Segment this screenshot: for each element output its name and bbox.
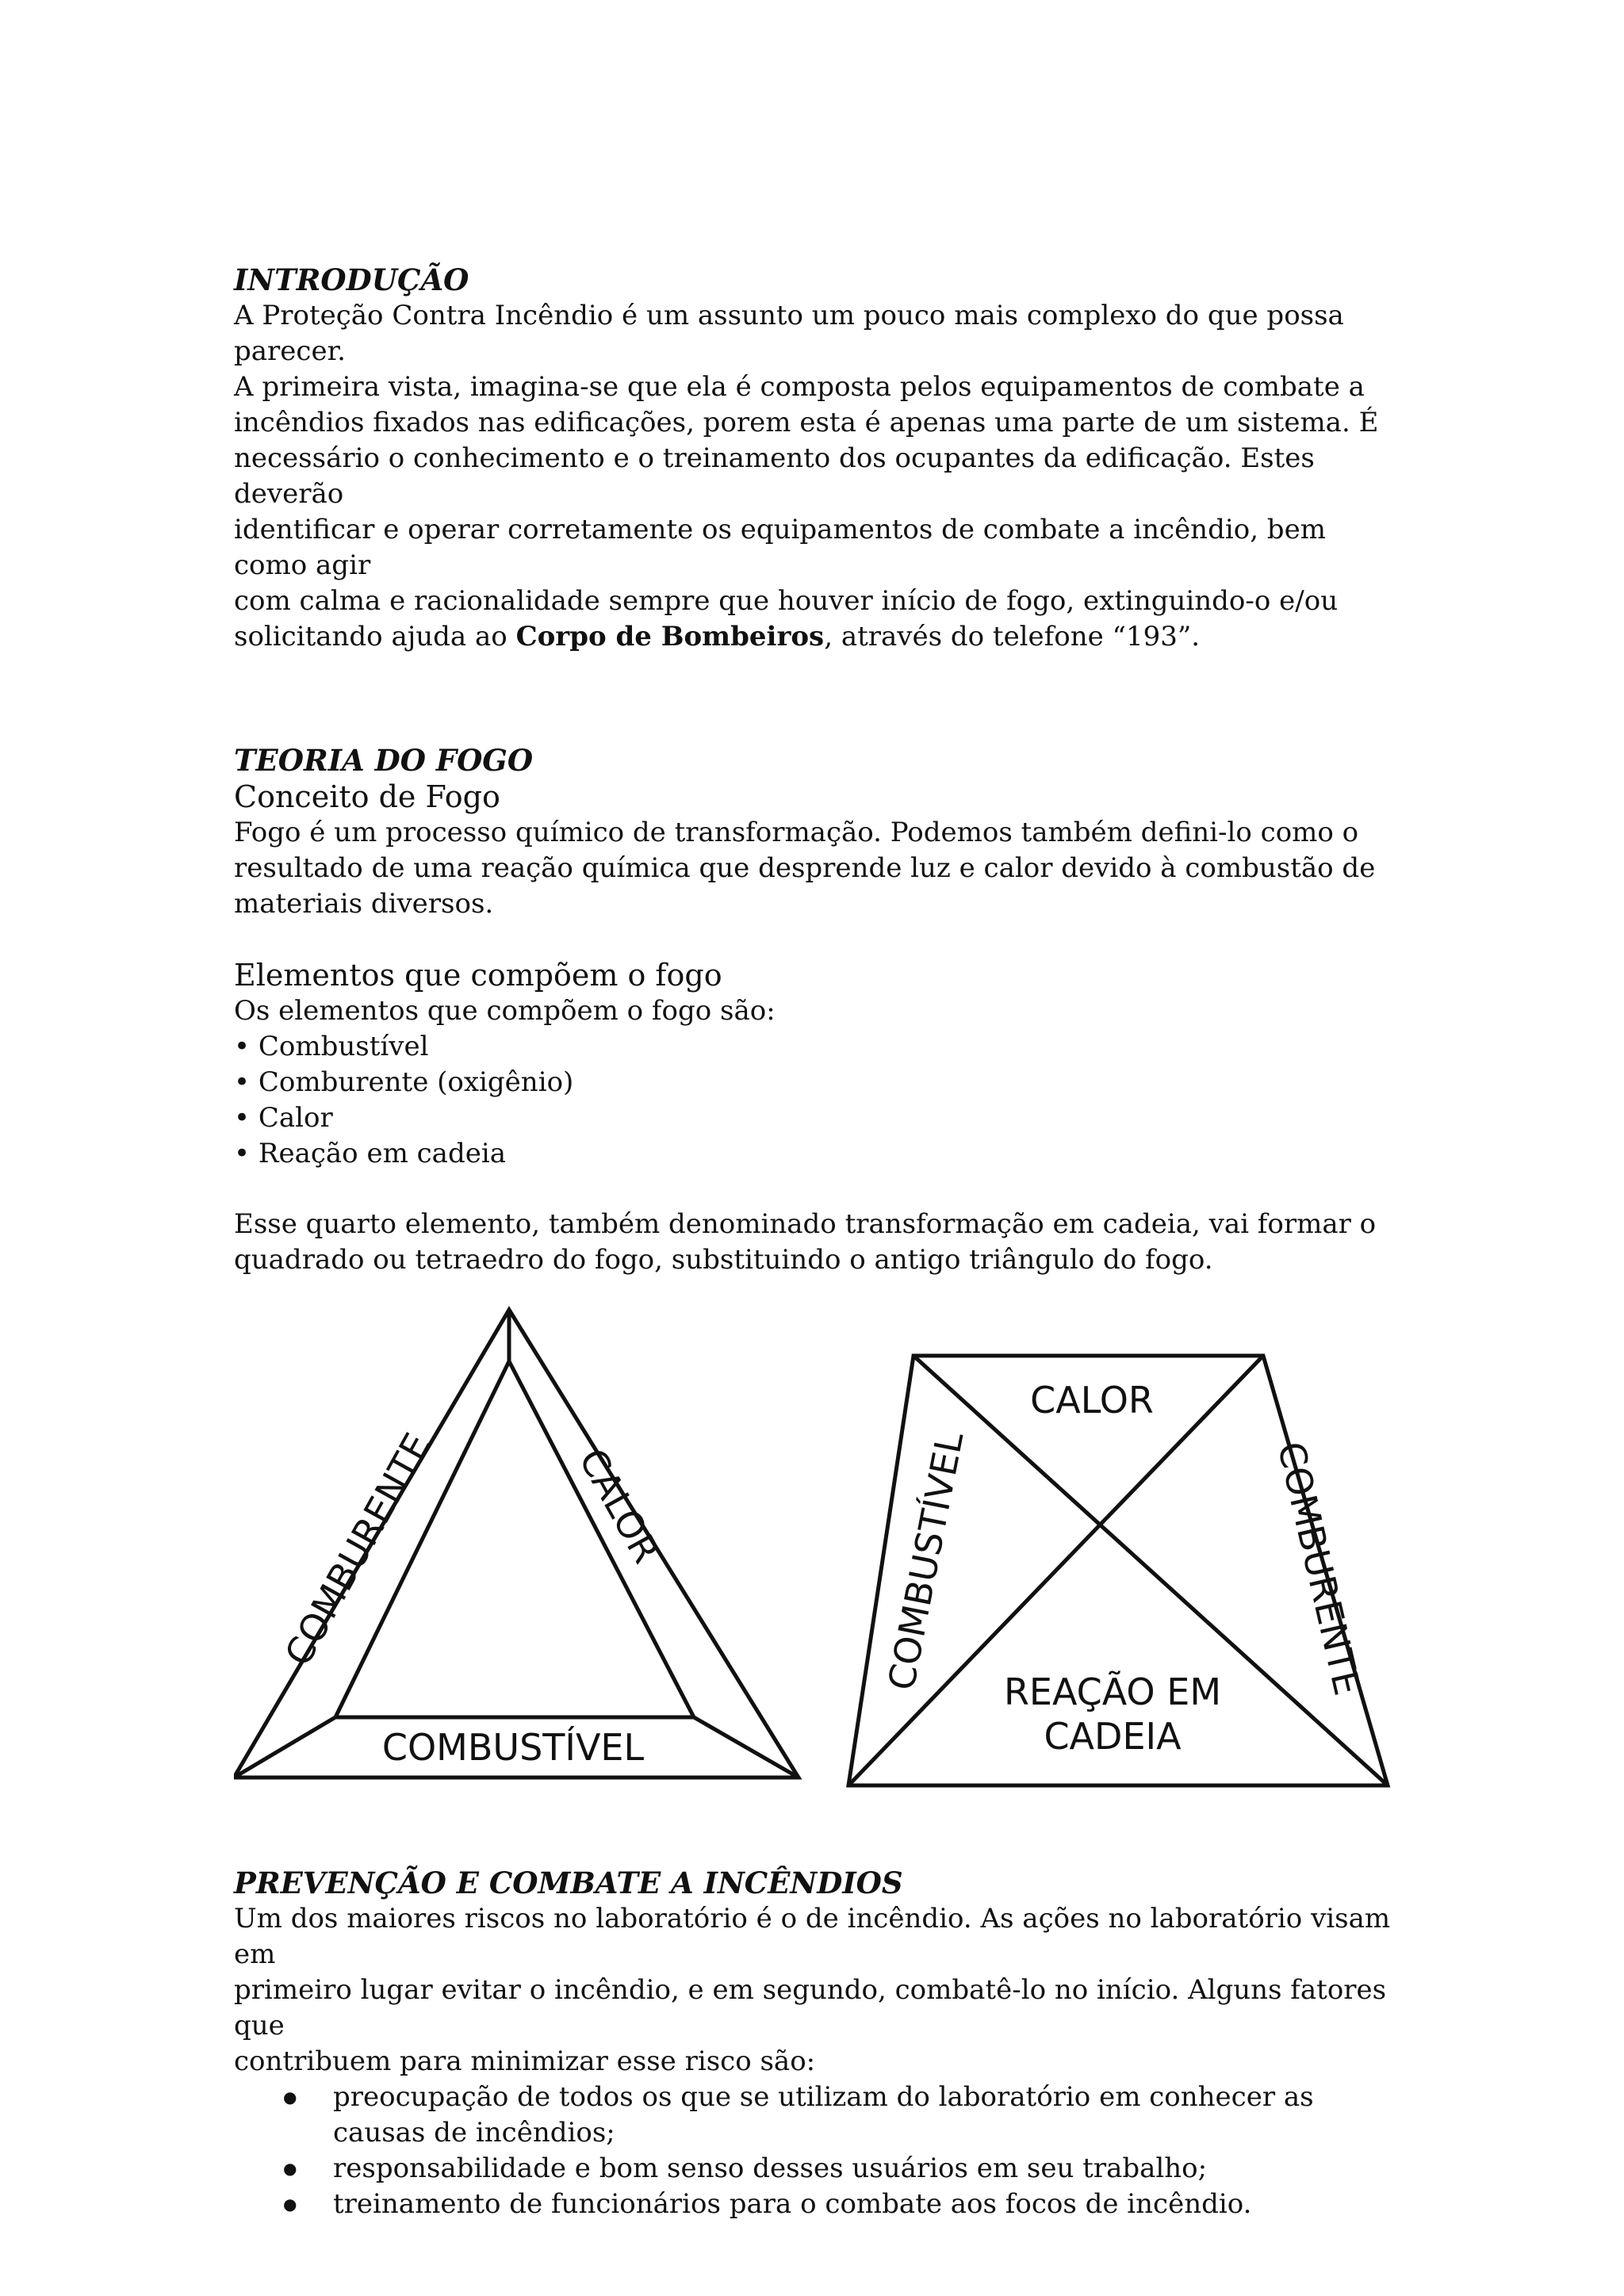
intro-section	[234, 262, 1400, 655]
list-item: • Comburente (oxigênio)	[234, 1065, 1400, 1100]
teoria-section	[234, 742, 1400, 1278]
intro-line: com calma e racionalidade sempre que houver início de fogo, extinguindo-o e/ou	[234, 585, 1339, 617]
triangle-label-combustivel: COMBUSTÍVEL	[381, 1726, 645, 1769]
intro-line: A Proteção Contra Incêndio é um assunto um pouco mais complexo do que possa parecer.	[234, 300, 1344, 367]
elementos-title: Elementos que compõem o fogo	[234, 958, 722, 993]
fire-tetrahedron-diagram	[845, 1302, 1415, 1809]
prevencao-section	[234, 1865, 1400, 2222]
intro-line: incêndios fixados nas edificações, porem esta é apenas uma parte de um sistema. É	[234, 407, 1379, 438]
prevencao-heading: PREVENÇÃO E COMBATE A INCÊNDIOS	[234, 1866, 903, 1900]
list-item: • Combustível	[234, 1029, 1400, 1065]
elementos-intro: Os elementos que compõem o fogo são:	[234, 995, 776, 1027]
document-page	[234, 262, 1400, 2222]
list-item: • Reação em cadeia	[234, 1136, 1400, 1172]
intro-line: A primeira vista, imagina-se que ela é composta pelos equipamentos de combate a	[234, 371, 1365, 403]
intro-heading: INTRODUÇÃO	[234, 262, 469, 297]
tetra-label-calor: CALOR	[1030, 1379, 1154, 1422]
prevencao-line: primeiro lugar evitar o incêndio, e em segundo, combatê-lo no início. Alguns fatores que	[234, 1974, 1387, 2042]
triangle-label-comburente: COMBURENTE	[276, 1425, 439, 1673]
intro-last-line-after: , através do telefone “193”.	[824, 621, 1201, 652]
list-item: ● preocupação de todos os que se utilizam do laboratório em conhecer as causas de incêndios;	[333, 2080, 1400, 2151]
prevencao-line: contribuem para minimizar esse risco são:	[234, 2045, 816, 2077]
prevencao-line: Um dos maiores riscos no laboratório é o de incêndio. As ações no laboratório visam em	[234, 1903, 1391, 1970]
intro-last-line	[234, 619, 1400, 655]
fire-triangle-diagram	[234, 1302, 837, 1809]
quarto-line: Esse quarto elemento, também denominado transformação em cadeia, vai formar o	[234, 1208, 1377, 1240]
triangle-divider-right	[694, 1717, 799, 1777]
teoria-heading: TEORIA DO FOGO	[234, 743, 534, 778]
fire-diagrams-figure	[234, 1302, 1400, 1809]
list-item: ● treinamento de funcionários para o combate aos focos de incêndio.	[333, 2187, 1400, 2222]
tetra-label-reacao: REAÇÃO EM	[1003, 1670, 1222, 1713]
elementos-list	[234, 1029, 1400, 1172]
intro-line: identificar e operar corretamente os equipamentos de combate a incêndio, bem como agir	[234, 514, 1326, 581]
conceito-title: Conceito de Fogo	[234, 779, 500, 814]
triangle-label-calor: CALOR	[570, 1441, 668, 1571]
list-item: • Calor	[234, 1100, 1400, 1136]
list-item: ● responsabilidade e bom senso desses usuários em seu trabalho;	[333, 2151, 1400, 2187]
tetra-label-comburente: COMBURENTE	[1269, 1437, 1369, 1700]
conceito-line: materiais diversos.	[234, 888, 494, 920]
quarto-line: quadrado ou tetraedro do fogo, substituindo o antigo triângulo do fogo.	[234, 1244, 1213, 1276]
tetra-label-cadeia: CADEIA	[1044, 1715, 1182, 1758]
intro-line: necessário o conhecimento e o treinamento dos ocupantes da edificação. Estes deverão	[234, 442, 1315, 510]
tetra-label-combustivel: COMBUSTÍVEL	[879, 1428, 972, 1694]
triangle-outer	[234, 1310, 799, 1777]
prevencao-bullets	[234, 2080, 1400, 2222]
conceito-line: Fogo é um processo químico de transformação. Podemos também defini-lo como o	[234, 817, 1359, 848]
intro-last-line-before: solicitando ajuda ao	[234, 621, 516, 652]
triangle-divider-left	[234, 1717, 335, 1777]
corpo-de-bombeiros-text: Corpo de Bombeiros	[515, 621, 825, 652]
conceito-line: resultado de uma reação química que desprende luz e calor devido à combustão de	[234, 852, 1376, 884]
